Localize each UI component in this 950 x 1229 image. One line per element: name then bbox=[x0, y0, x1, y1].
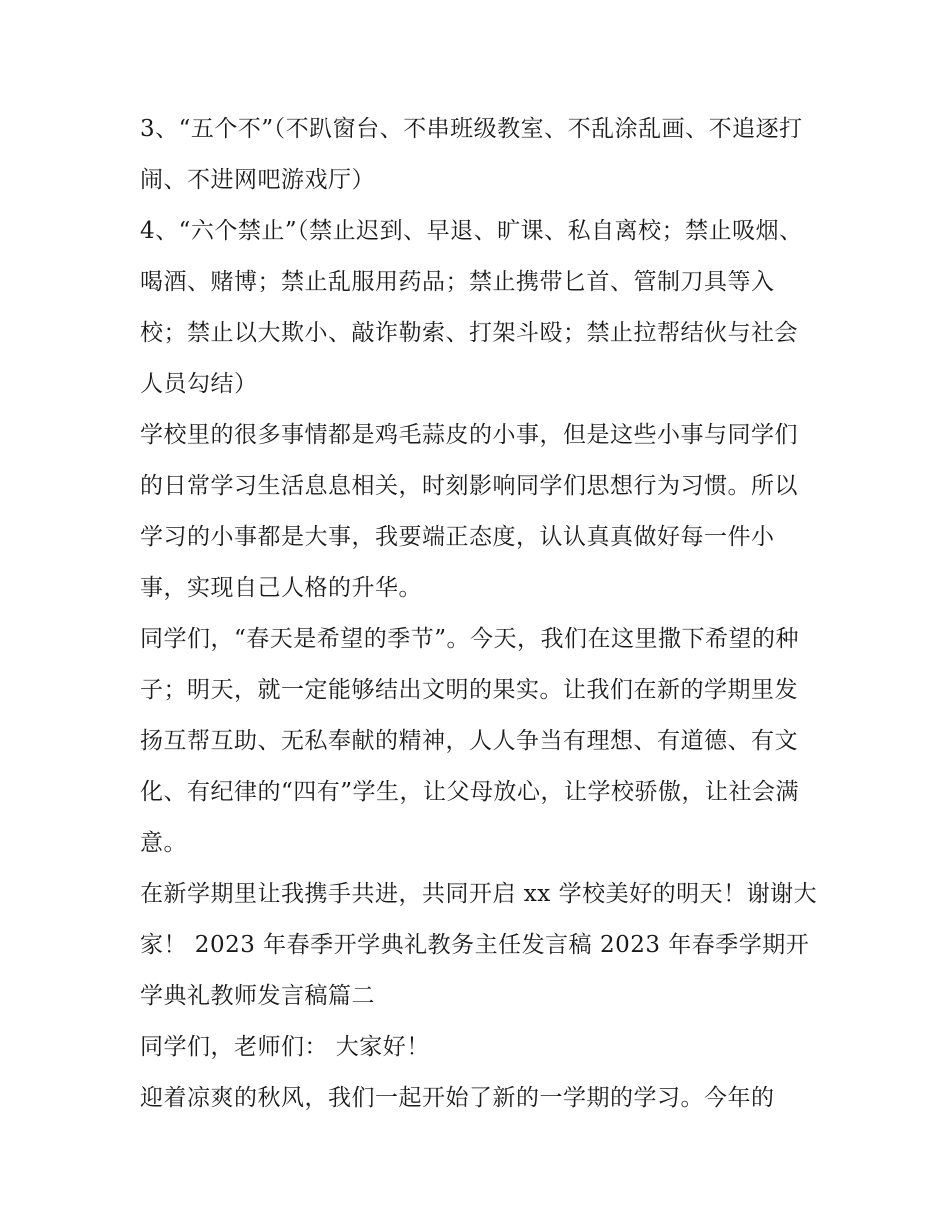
paragraph-six-prohibitions: 4、“六个禁止”（禁止迟到、早退、旷课、私自离校；禁止吸烟、喝酒、赌博；禁止乱服用药品；禁止携带匕首、管制刀具等入校；禁止以大欺小、敲诈勒索、打架斗殴；禁止拉帮结伙与社会人员勾结） bbox=[140, 218, 803, 397]
document-body bbox=[140, 104, 820, 1124]
paragraph-spring-hope: 同学们，“春天是希望的季节”。今天，我们在这里撒下希望的种子；明天，就一定能够结出文明的果实。让我们在新的学期里发扬互帮互助、无私奉献的精神，人人争当有理想、有道德、有文化、有纪律的“四有”学生，让父母放心，让学校骄傲，让社会满意。 bbox=[140, 626, 800, 856]
paragraph-autumn-breeze: 迎着凉爽的秋风，我们一起开始了新的一学期的学习。今年的 bbox=[140, 1085, 775, 1111]
paragraph-greeting: 同学们，老师们： 大家好！ bbox=[140, 1034, 430, 1060]
paragraph-small-matters: 学校里的很多事情都是鸡毛蒜皮的小事，但是这些小事与同学们的日常学习生活息息相关，时刻影响同学们思想行为习惯。所以学习的小事都是大事，我要端正态度，认认真真做好每一件小事，实现自己人格的升华。 bbox=[140, 422, 798, 601]
paragraph-five-nots: 3、“五个不”（不趴窗台、不串班级教室、不乱涂乱画、不追逐打闹、不进网吧游戏厅） bbox=[140, 116, 803, 193]
paragraph-new-semester: 在新学期里让我携手共进，共同开启 xx 学校美好的明天！谢谢大家！ 2023 年春季开学典礼教务主任发言稿 2023 年春季学期开学典礼教师发言稿篇二 bbox=[140, 881, 818, 1009]
